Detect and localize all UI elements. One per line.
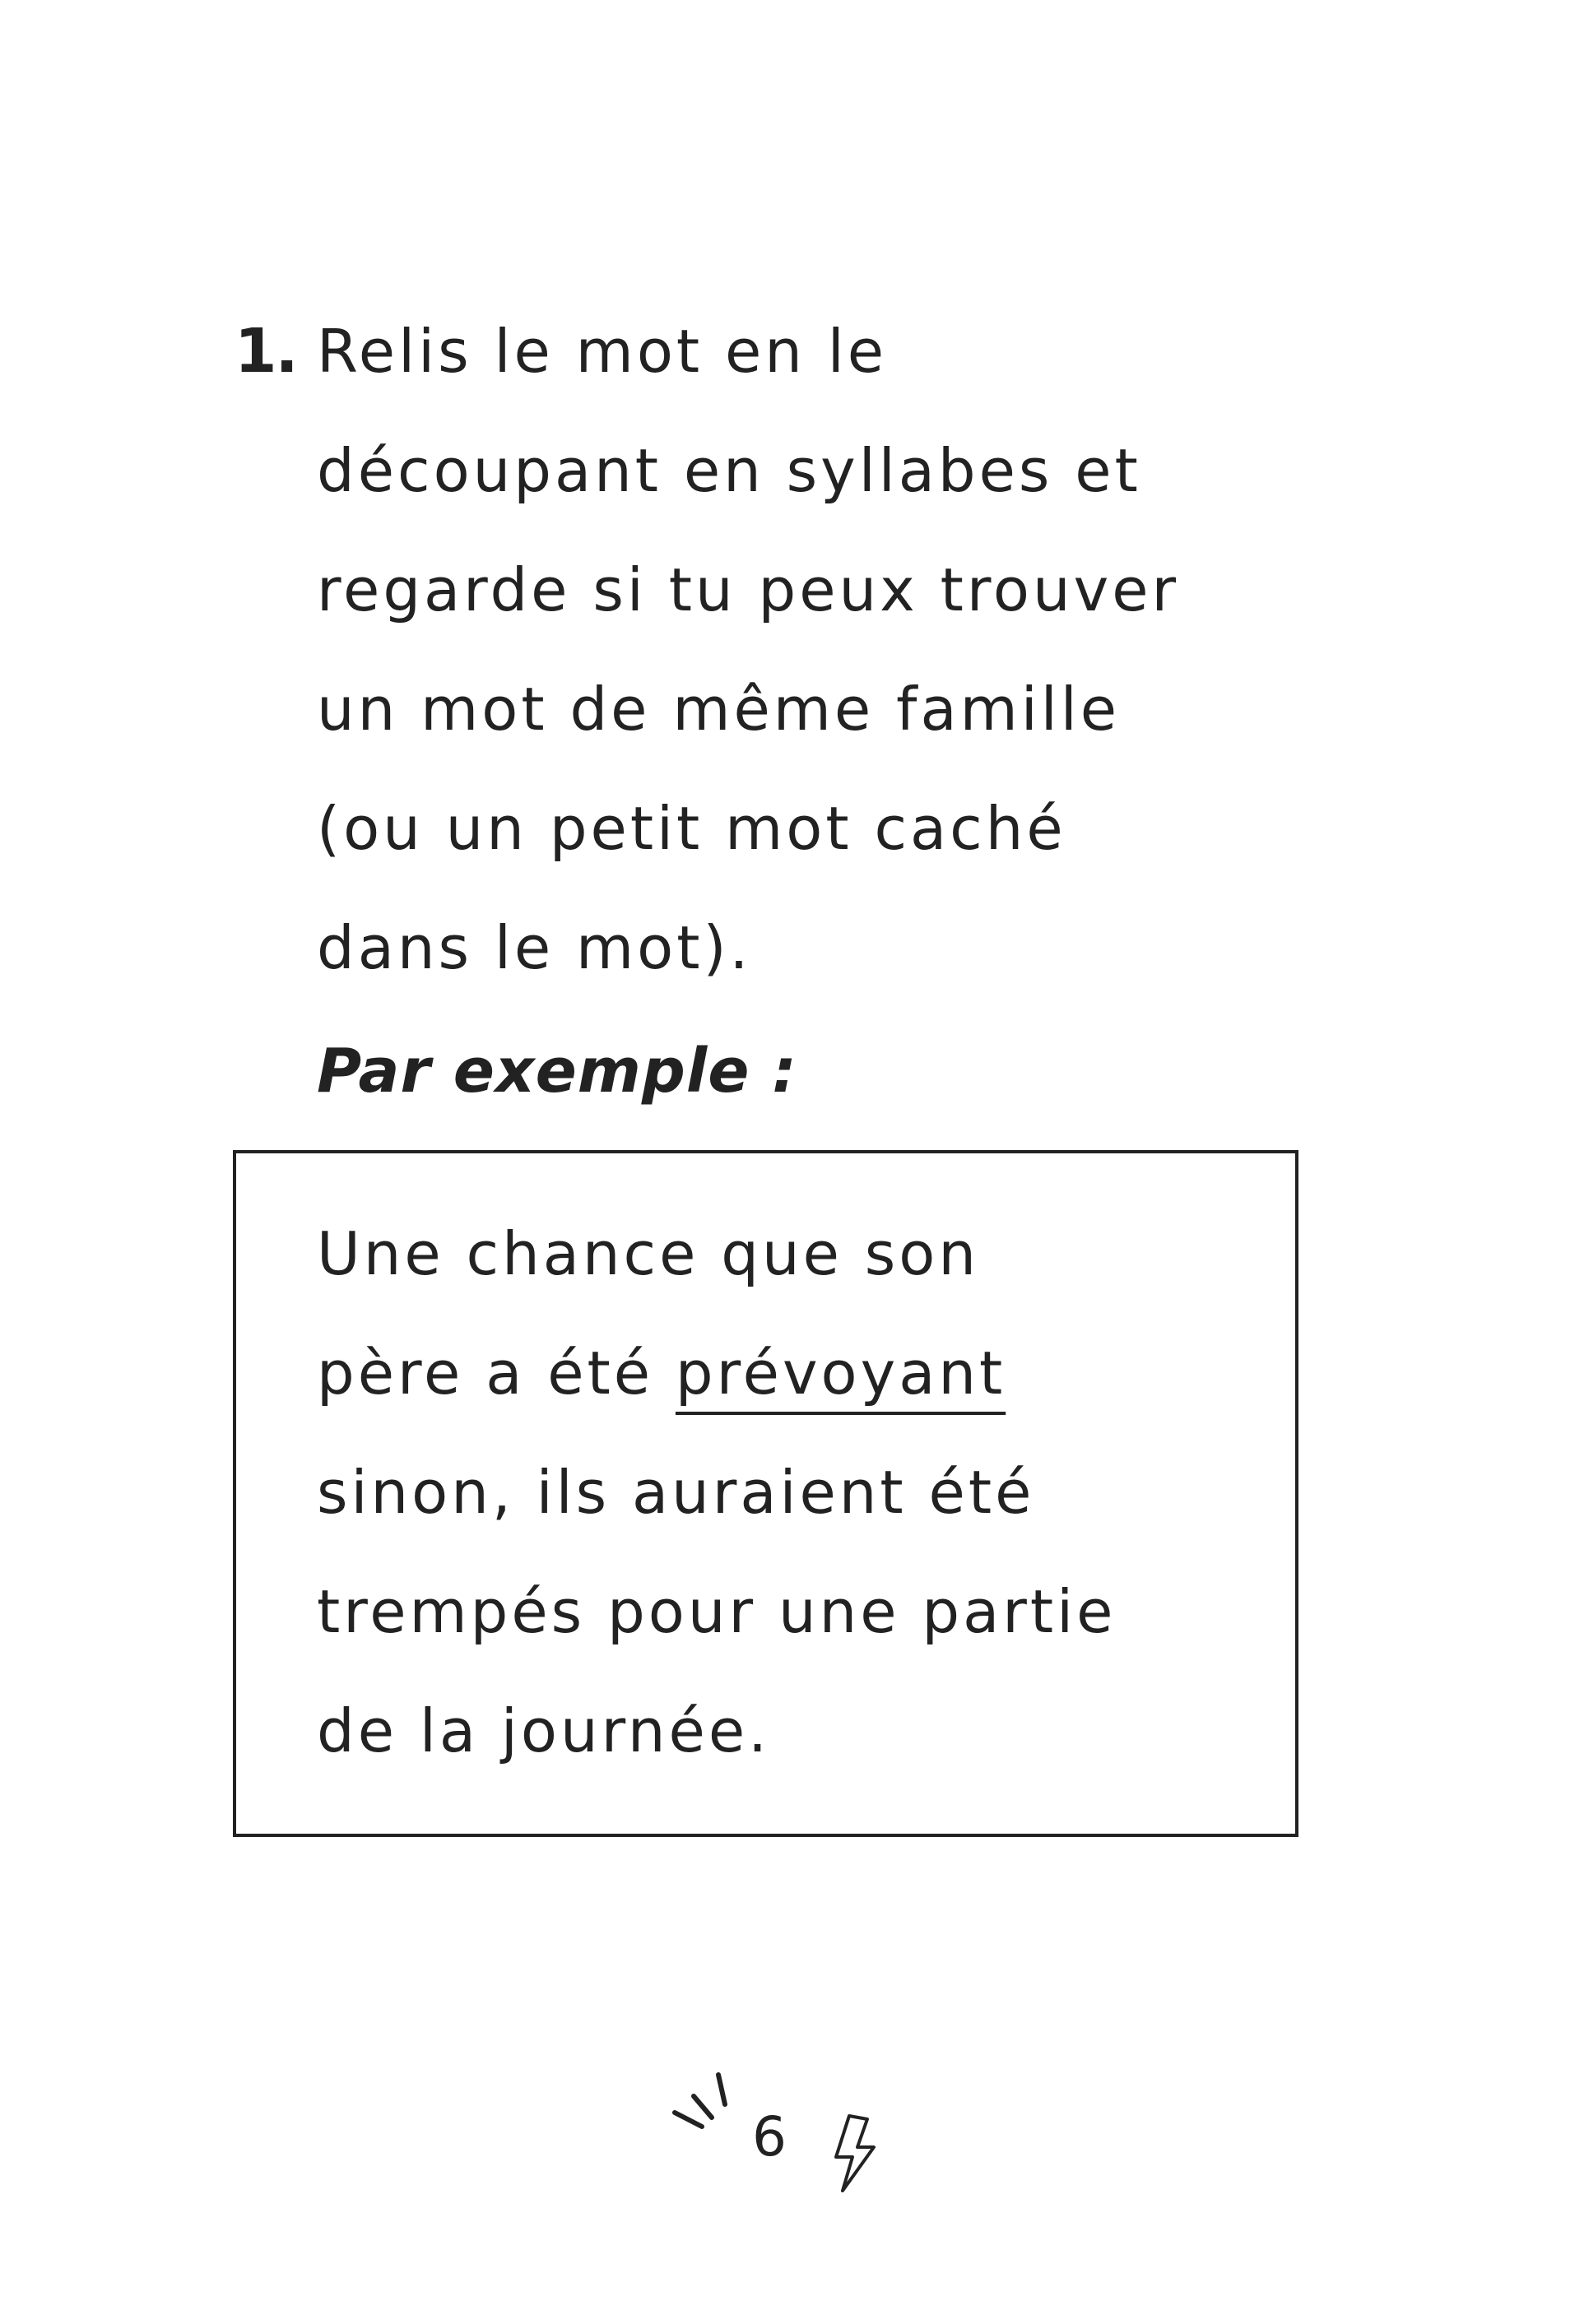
example-line: Une chance que son [317, 1219, 979, 1288]
page-footer [0, 2065, 1584, 2205]
example-line: sinon, ils auraient été [317, 1458, 1035, 1527]
instruction-line: un mot de même famille [317, 675, 1121, 744]
instruction-line: regarde si tu peux trouver [317, 555, 1180, 624]
example-box [233, 1150, 1298, 1837]
instruction-line: Relis le mot en le [317, 317, 888, 386]
instruction-line: (ou un petit mot caché [317, 794, 1066, 863]
lightning-bolt-icon [831, 2113, 880, 2195]
sparkle-icon [671, 2065, 745, 2131]
example-line: de la journée. [317, 1696, 771, 1765]
example-line: trempés pour une partie [317, 1577, 1117, 1646]
instruction-line: dans le mot). [317, 913, 752, 982]
page-number: 6 [752, 2105, 787, 2169]
example-line-text: père a été [317, 1338, 676, 1408]
example-text [317, 1194, 1288, 1791]
instruction-line: découpant en syllabes et [317, 436, 1141, 505]
instruction-number: 1. [235, 316, 297, 387]
example-heading: Par exemple : [317, 1036, 797, 1106]
instruction-text [317, 292, 1387, 1008]
example-line [317, 1314, 1288, 1433]
underlined-word: prévoyant [675, 1338, 1006, 1408]
